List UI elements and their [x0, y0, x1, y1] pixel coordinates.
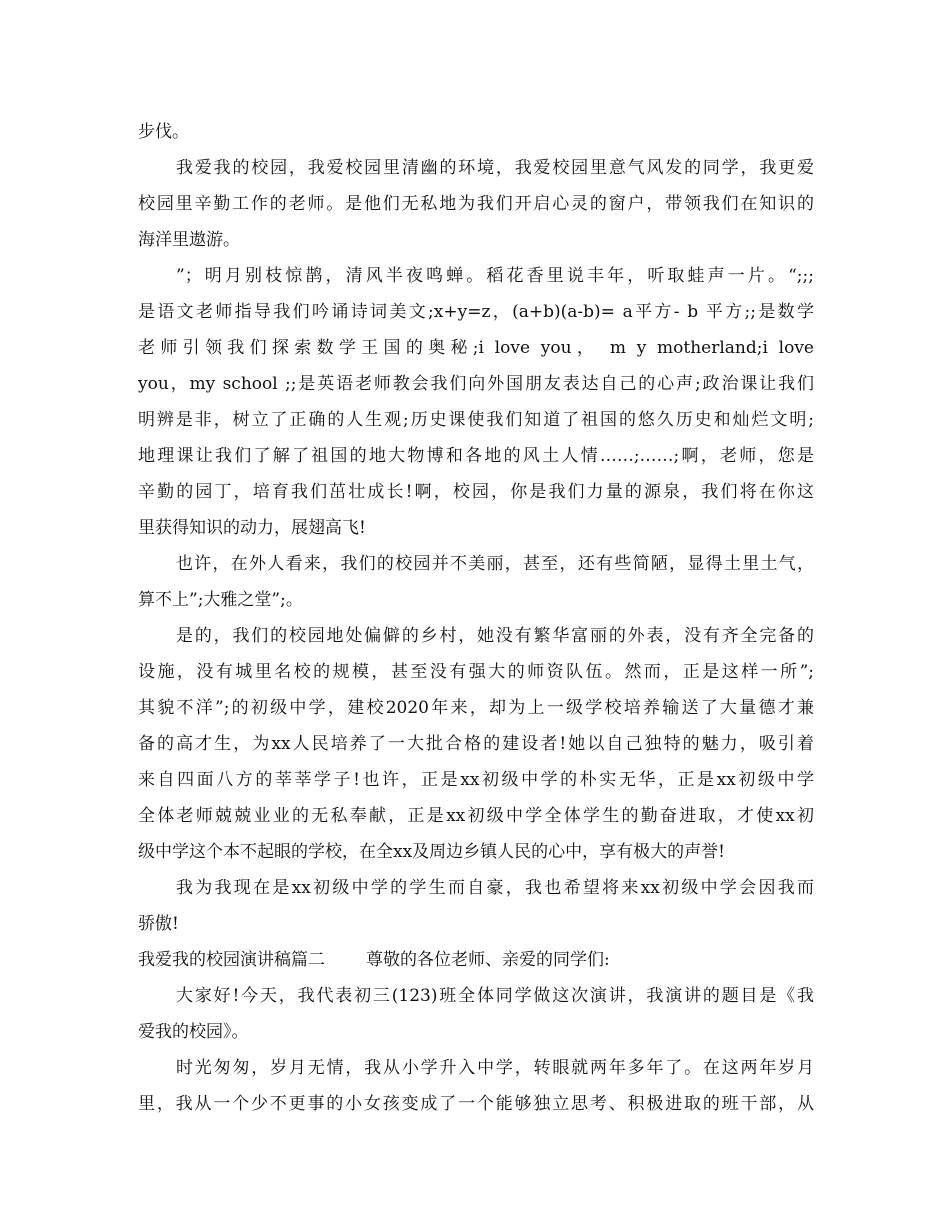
text-line: 我为我现在是xx初级中学的学生而自豪，我也希望将来xx初级中学会因我而: [176, 878, 814, 898]
text-line: ”；明月别枝惊鹊，清风半夜鸣蝉。稻花香里说丰年，听取蛙声一片。“;;;: [176, 266, 814, 286]
text-line: 爱我的校园》。: [138, 1022, 249, 1042]
text-line: 备的高才生，为xx人民培养了一大批合格的建设者!她以自己独特的魅力，吸引着: [138, 734, 814, 754]
text-line: 步伐。: [138, 122, 189, 142]
text-line: 辛勤的园丁，培育我们茁壮成长!啊，校园，你是我们力量的源泉，我们将在你这: [138, 482, 814, 502]
text-line: 其貌不洋”;的初级中学，建校2020年来，却为上一级学校培养输送了大量德才兼: [138, 698, 814, 718]
text-line: 是的，我们的校园地处偏僻的乡村，她没有繁华富丽的外表，没有齐全完备的: [176, 626, 814, 646]
text-line: 骄傲!: [138, 914, 179, 934]
text-line: 海洋里遨游。: [138, 230, 240, 250]
text-line: 里，我从一个少不更事的小女孩变成了一个能够独立思考、积极进取的班干部，从: [138, 1094, 814, 1114]
text-line: 地理课让我们了解了祖国的地大物博和各地的风土人情……;……;啊，老师，您是: [138, 446, 814, 466]
text-line: 老师引领我们探索数学王国的奥秘;i love you， m y motherland;i love: [138, 338, 814, 358]
text-line: 里获得知识的动力，展翅高飞!: [138, 518, 366, 538]
text-line: 校园里辛勤工作的老师。是他们无私地为我们开启心灵的窗户，带领我们在知识的: [138, 194, 814, 214]
text-line: 大家好!今天，我代表初三(123)班全体同学做这次演讲，我演讲的题目是《我: [176, 986, 814, 1006]
section-heading-line: [138, 942, 814, 978]
text-line: 是语文老师指导我们吟诵诗词美文;x+y=z，(a+b)(a-b)= a平方- b 平方;;是数学: [138, 302, 814, 322]
text-line: 明辨是非，树立了正确的人生观;历史课使我们知道了祖国的悠久历史和灿烂文明;: [138, 410, 814, 430]
section-title: 我爱我的校园演讲稿篇二: [138, 950, 325, 970]
text-line: 设施，没有城里名校的规模，甚至没有强大的师资队伍。然而，正是这样一所”;: [138, 662, 814, 682]
text-line: you，my school ;;是英语老师教会我们向外国朋友表达自己的心声;政治课让我们: [138, 374, 814, 394]
text-line: 全体老师兢兢业业的无私奉献，正是xx初级中学全体学生的勤奋进取，才使xx初: [138, 806, 814, 826]
document-page: [138, 114, 814, 1122]
text-line: 级中学这个本不起眼的学校，在全xx及周边乡镇人民的心中，享有极大的声誉!: [138, 842, 726, 862]
text-line: 我爱我的校园，我爱校园里清幽的环境，我爱校园里意气风发的同学，我更爱: [176, 158, 814, 178]
text-line: 算不上”;大雅之堂”;。: [138, 590, 303, 610]
text-line: 来自四面八方的莘莘学子!也许，正是xx初级中学的朴实无华，正是xx初级中学: [138, 770, 814, 790]
text-line: 也许，在外人看来，我们的校园并不美丽，甚至，还有些简陋，显得土里土气，: [176, 554, 814, 574]
text-line: 时光匆匆，岁月无情，我从小学升入中学，转眼就两年多年了。在这两年岁月: [176, 1058, 814, 1078]
salutation: 尊敬的各位老师、亲爱的同学们:: [366, 950, 610, 970]
